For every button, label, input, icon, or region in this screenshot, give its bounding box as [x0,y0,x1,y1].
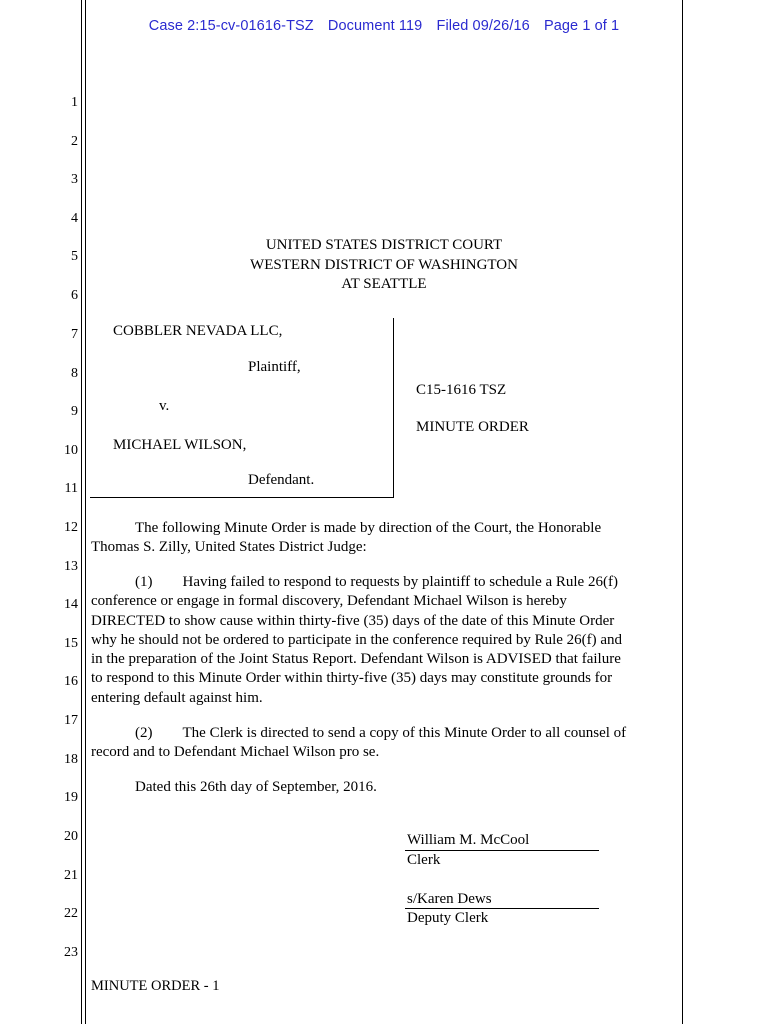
case-number: C15-1616 TSZ [416,382,507,398]
court-name: UNITED STATES DISTRICT COURT [265,237,503,253]
line-number: 19 [64,790,78,805]
defendant-role: Defendant. [248,472,315,488]
paragraph-line: The Clerk is directed to send a copy of this Minute Order to all counsel of [182,725,627,741]
plaintiff-name: COBBLER NEVADA LLC, [113,323,283,339]
deputy-signature: s/Karen Dews [407,891,492,907]
paragraph-1 [91,573,671,708]
caption-bottom-rule [90,497,394,498]
line-number: 11 [64,481,78,496]
document-number-header: Document 119 [327,18,423,34]
paragraph-line: DIRECTED to show cause within thirty-five (35) days of the date of this Minute Order [91,612,615,629]
intro-line: The following Minute Order is made by direction of the Court, the Honorable [135,520,602,536]
line-number: 10 [64,443,78,458]
caption-vertical-rule [393,318,394,498]
court-location: AT SEATTLE [341,276,427,292]
page-count-header: Page 1 of 1 [543,18,620,34]
line-number: 20 [64,829,78,844]
line-number: 9 [71,404,78,419]
line-number: 4 [71,211,78,226]
line-number: 22 [64,906,78,921]
line-number: 12 [64,520,78,535]
document-title: MINUTE ORDER [416,419,529,435]
paragraph-2 [91,724,671,763]
paragraph-line: in the preparation of the Joint Status Report. Defendant Wilson is ADVISED that failure [91,651,621,668]
paragraph-line: why he should not be ordered to participate in the conference required by Rule 26(f) and [91,631,623,648]
defendant-name: MICHAEL WILSON, [113,437,247,453]
deputy-signature-line [405,908,599,909]
versus-label: v. [159,398,170,414]
clerk-signature-line [405,850,599,851]
left-margin-rule-inner [85,0,86,1024]
line-number: 5 [71,249,78,264]
line-number: 13 [64,559,78,574]
line-number: 16 [64,674,78,689]
paragraph-number: (2) [135,725,153,741]
paragraph-number: (1) [135,574,153,590]
dated-text: Dated this 26th day of September, 2016. [135,779,377,795]
court-heading [90,236,678,295]
paragraph-line: record and to Defendant Michael Wilson pro se. [91,744,380,761]
line-number: 18 [64,752,78,767]
right-margin-rule [682,0,683,1024]
line-number: 7 [71,327,78,342]
line-number: 2 [71,134,78,149]
line-number: 14 [64,597,78,612]
line-number: 3 [71,172,78,187]
ecf-header [0,18,768,34]
paragraph-line: Having failed to respond to requests by plaintiff to schedule a Rule 26(f) [182,574,618,590]
footer-label: MINUTE ORDER - 1 [91,978,220,994]
court-district: WESTERN DISTRICT OF WASHINGTON [250,256,518,273]
left-margin-rule-outer [81,0,82,1024]
line-number: 6 [71,288,78,303]
filed-date-header: Filed 09/26/16 [436,18,530,34]
line-number: 8 [71,366,78,381]
paragraph-line: to respond to this Minute Order within thirty-five (35) days may constitute grounds for [91,670,613,687]
line-number: 1 [71,95,78,110]
paragraph-line: conference or engage in formal discovery, Defendant Michael Wilson is hereby [91,593,567,610]
deputy-title: Deputy Clerk [407,910,489,926]
clerk-name: William M. McCool [407,832,530,848]
case-number-header: Case 2:15-cv-01616-TSZ [148,18,314,34]
dated-line [91,778,671,797]
line-number: 23 [64,945,78,960]
line-number: 21 [64,868,78,883]
intro-line: Thomas S. Zilly, United States District Judge: [91,539,367,556]
plaintiff-role: Plaintiff, [248,359,301,375]
intro-paragraph [91,519,671,558]
paragraph-line: entering default against him. [91,689,263,706]
line-number: 17 [64,713,78,728]
clerk-title: Clerk [407,852,441,868]
line-number: 15 [64,636,78,651]
